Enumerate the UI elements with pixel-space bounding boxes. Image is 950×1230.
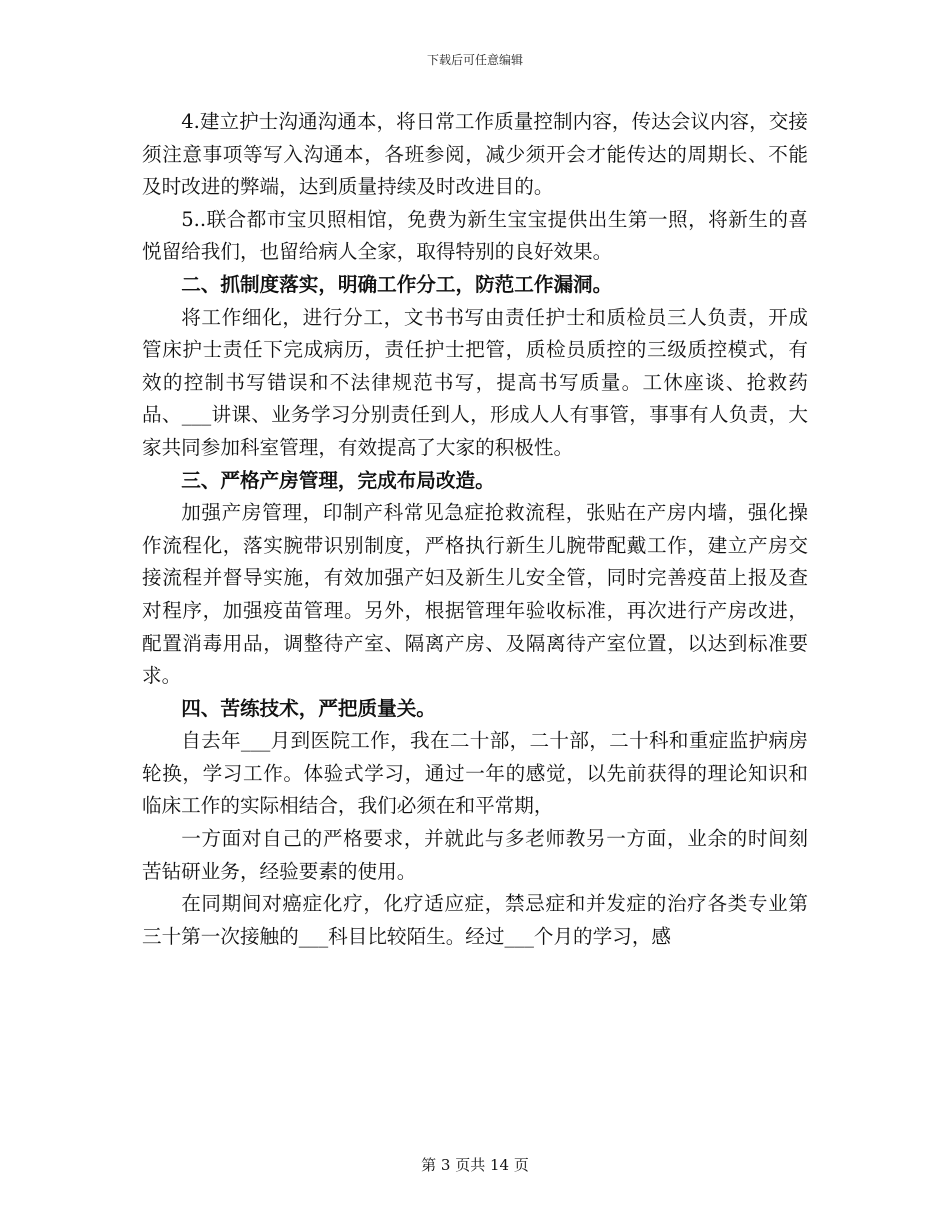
body-paragraph-2: 5..联合都市宝贝照相馆，免费为新生宝宝提供出生第一照，将新生的喜悦留给我们，也留给病人全家，取得特别的良好效果。	[142, 207, 808, 264]
section-heading-2: 二、抓制度落实，明确工作分工，防范工作漏洞。	[181, 272, 613, 296]
document-body	[142, 106, 808, 953]
body-paragraph-6: 一方面对自己的严格要求，并就此与多老师教另一方面，业余的时间刻苦钻研业务，经验要素的使用。	[142, 827, 808, 883]
section-heading-4: 四、苦练技术，严把质量关。	[181, 696, 436, 720]
body-paragraph-3: 将工作细化，进行分工，文书书写由责任护士和质检员三人负责，开成管床护士责任下完成病历，责任护士把管，质检员质控的三级质控模式，有效的控制书写错误和不法律规范书写，提高书写质量。工休座谈、抢救药品、___讲课、业务学习分别责任到人，形成人人有事管，事事有人负责，大家共同参加科室管理，有效提高了大家的积极性。	[142, 305, 808, 459]
page-footer: 第 3 页共 14 页	[421, 1156, 529, 1174]
section-heading-3: 三、严格产房管理，完成布局改造。	[181, 468, 495, 492]
page-header: 下载后可任意编辑	[426, 53, 523, 67]
body-paragraph-7: 在同期间对癌症化疗，化疗适应症，禁忌症和并发症的治疗各类专业第三十第一次接触的___科目比较陌生。经过___个月的学习，感	[142, 892, 808, 948]
body-paragraph-5: 自去年___月到医院工作，我在二十部，二十部，二十科和重症监护病房轮换，学习工作。体验式学习，通过一年的感觉，以先前获得的理论知识和临床工作的实际相结合，我们必须在和平常期，	[142, 729, 808, 818]
body-paragraph-1: 4.建立护士沟通沟通本，将日常工作质量控制内容，传达会议内容，交接须注意事项等写入沟通本，各班参阅，减少须开会才能传达的周期长、不能及时改进的弊端，达到质量持续及时改进目的。	[142, 110, 808, 199]
body-paragraph-4: 加强产房管理，印制产科常见急症抢救流程，张贴在产房内墙，强化操作流程化，落实腕带识别制度，严格执行新生儿腕带配戴工作，建立产房交接流程并督导实施，有效加强产妇及新生儿安全管，同时完善疫苗上报及查对程序，加强疫苗管理。另外，根据管理年验收标准，再次进行产房改进，配置消毒用品，调整待产室、隔离产房、及隔离待产室位置，以达到标准要求。	[142, 501, 808, 688]
